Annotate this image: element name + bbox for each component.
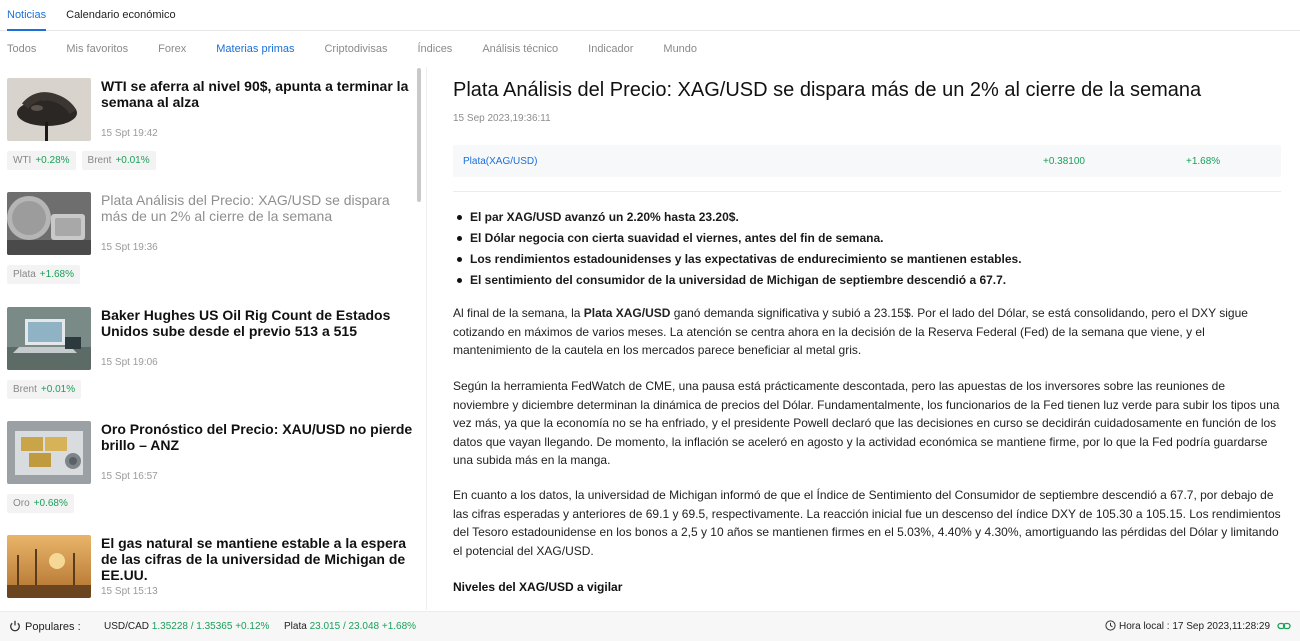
popular-pair[interactable]: USD/CAD 1.35228 / 1.35365 +0.12% xyxy=(104,621,270,632)
category-todos[interactable]: Todos xyxy=(7,43,37,55)
news-title[interactable]: El gas natural se mantiene estable a la espera de las cifras de la universidad de Michigan de EE.UU. xyxy=(101,535,407,583)
instrument-tag[interactable]: Brent +0.01% xyxy=(82,151,156,170)
news-title[interactable]: Oro Pronóstico del Precio: XAU/USD no pierde brillo – ANZ xyxy=(101,421,413,453)
news-item[interactable] xyxy=(7,307,412,412)
article-subheading: Niveles del XAG/USD a vigilar xyxy=(453,580,623,594)
quote-box[interactable] xyxy=(453,145,1281,177)
quote-symbol[interactable]: Plata(XAG/USD) xyxy=(463,156,538,167)
footer-bar xyxy=(0,611,1300,641)
article-paragraph: Según la herramienta FedWatch de CME, una pausa está prácticamente descontada, pero las apuestas de los inversores sobre las reuniones de noviembre y diciembre determinan la dinámica de precios del Dólar. Fundamentalmente, los funcionarios de la Fed tienen luz verde para subir los tipos una vez más, ya que la economía no se ha enfriado, y el presidente Powell declaró que las decisiones en curso se decidirán cuidadosamente en función de los datos que vayan llegando. De momento, la inflación se aceleró en agosto y la actividad económica se mantiene firme, por lo que la Fed podría guardarse una subida más en la manga. xyxy=(453,379,1280,468)
instrument-tag[interactable]: Oro +0.68% xyxy=(7,494,74,513)
category-analisis-tecnico[interactable]: Análisis técnico xyxy=(482,43,559,55)
news-list xyxy=(0,67,424,610)
news-time: 15 Spt 19:06 xyxy=(101,357,158,368)
instrument-tag[interactable]: Plata +1.68% xyxy=(7,265,80,284)
news-item[interactable] xyxy=(7,535,412,610)
news-title[interactable]: Baker Hughes US Oil Rig Count de Estados Unidos sube desde el previo 513 a 515 xyxy=(101,307,391,339)
article-date: 15 Sep 2023,19:36:11 xyxy=(453,113,551,124)
category-criptodivisas[interactable]: Criptodivisas xyxy=(324,43,388,55)
news-item[interactable] xyxy=(7,192,412,297)
divider xyxy=(453,191,1281,192)
category-tab-bar xyxy=(0,31,1300,67)
news-thumbnail-laptop xyxy=(7,307,91,370)
news-time: 15 Spt 19:36 xyxy=(101,242,158,253)
top-tab-bar xyxy=(0,0,1300,31)
news-thumbnail-silver xyxy=(7,192,91,255)
news-thumbnail-gold xyxy=(7,421,91,484)
news-item[interactable] xyxy=(7,78,412,183)
category-favoritos[interactable]: Mis favoritos xyxy=(66,43,129,55)
news-time: 15 Spt 19:42 xyxy=(101,128,158,139)
article-paragraph: Al final de la semana, la Plata XAG/USD ganó demanda significativa y subió a 23.15$. Por el lado del Dólar, se está consolidando, pero el DXY sigue cotizando en máximos de varios meses. La atención se centra ahora en la decisión de la Reserva Federal (Fed) de la semana que viene, y el mantenimiento de la cautela en los mercados parece beneficiar al metal gris. xyxy=(453,306,1248,358)
key-point: El par XAG/USD avanzó un 2.20% hasta 23.20$. xyxy=(470,207,1270,228)
category-forex[interactable]: Forex xyxy=(158,43,187,55)
quote-percent: +1.68% xyxy=(1186,156,1221,167)
tab-noticias[interactable]: Noticias xyxy=(7,0,46,30)
popular-pair[interactable]: Plata 23.015 / 23.048 +1.68% xyxy=(284,621,417,632)
category-mundo[interactable]: Mundo xyxy=(663,43,698,55)
article-paragraph: En cuanto a los datos, la universidad de Michigan informó de que el Índice de Sentimiento del Consumidor de septiembre descendió a 67.7, por debajo de las cifras esperadas y anteriores de 69.1 y 69.5, respectivamente. La reacción inicial fue un descenso del índice DXY de 105.30 a 105.15. Los rendimientos del Tesoro estadounidense en los bonos a 2,5 y 10 años se mantienen firmes en el 5.03%, 4.40% y 4.30%, amortiguando las pérdidas del Dólar y limitando el potencial del XAG/USD. xyxy=(453,488,1281,558)
link-icon[interactable] xyxy=(1277,620,1291,632)
popular-label: Populares : xyxy=(25,621,81,633)
clock-icon xyxy=(1105,620,1116,631)
news-time: 15 Spt 16:57 xyxy=(101,471,158,482)
news-thumbnail-oil xyxy=(7,78,91,141)
article-panel xyxy=(453,67,1283,610)
category-materias-primas[interactable]: Materias primas xyxy=(216,43,295,55)
key-points xyxy=(470,207,1270,291)
news-item[interactable] xyxy=(7,421,412,526)
local-time: Hora local : 17 Sep 2023,11:28:29 xyxy=(1119,621,1271,632)
key-point: El sentimiento del consumidor de la universidad de Michigan de septiembre descendió a 67.7. xyxy=(470,270,1270,291)
news-thumbnail-gas xyxy=(7,535,91,598)
quote-change: +0.38100 xyxy=(1043,156,1085,167)
key-point: El Dólar negocia con cierta suavidad el viernes, antes del fin de semana. xyxy=(470,228,1270,249)
article-title: Plata Análisis del Precio: XAG/USD se dispara más de un 2% al cierre de la semana xyxy=(453,79,1202,101)
news-title[interactable]: WTI se aferra al nivel 90$, apunta a terminar la semana al alza xyxy=(101,78,409,110)
news-title[interactable]: Plata Análisis del Precio: XAG/USD se dispara más de un 2% al cierre de la semana xyxy=(101,192,390,224)
power-icon xyxy=(9,620,21,632)
tab-calendario[interactable]: Calendario económico xyxy=(66,9,176,21)
category-indicador[interactable]: Indicador xyxy=(588,43,634,55)
panel-divider xyxy=(426,67,427,610)
instrument-tag[interactable]: WTI +0.28% xyxy=(7,151,76,170)
news-time: 15 Spt 15:13 xyxy=(101,586,158,597)
news-list-scrollbar[interactable] xyxy=(417,68,421,202)
instrument-tag[interactable]: Brent +0.01% xyxy=(7,380,81,399)
category-indices[interactable]: Índices xyxy=(417,43,453,55)
key-point: Los rendimientos estadounidenses y las expectativas de endurecimiento se mantienen estables. xyxy=(470,249,1270,270)
